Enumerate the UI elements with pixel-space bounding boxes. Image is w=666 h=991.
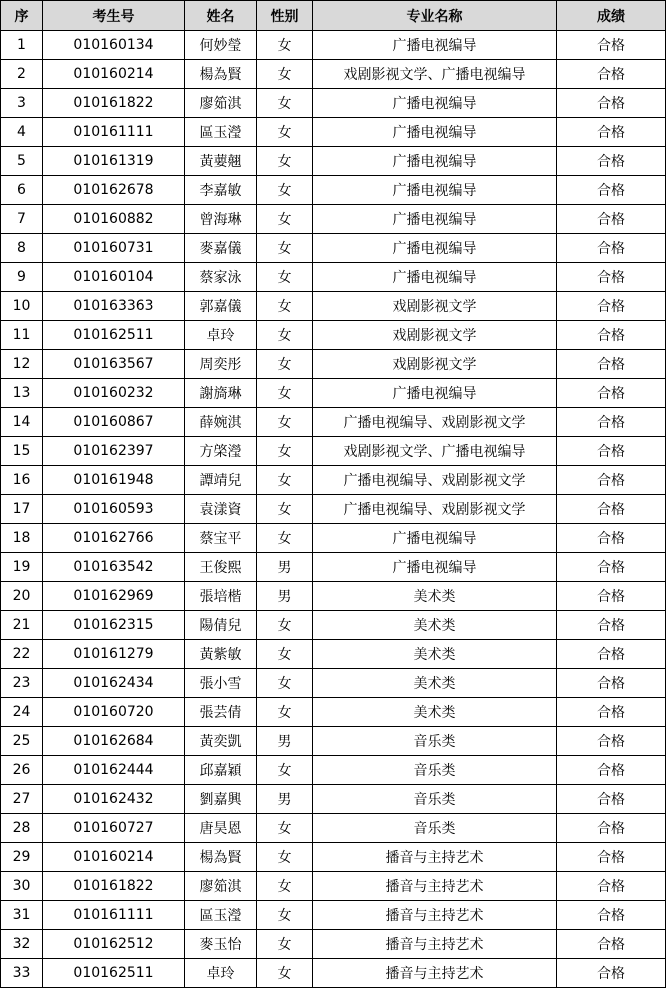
cell-name: 唐昊恩 xyxy=(185,814,257,843)
cell-exam-no: 010160104 xyxy=(43,263,185,292)
cell-exam-no: 010163567 xyxy=(43,350,185,379)
cell-gender: 女 xyxy=(257,205,313,234)
table-row xyxy=(1,582,666,611)
cell-gender: 女 xyxy=(257,89,313,118)
cell-name: 廖筎淇 xyxy=(185,89,257,118)
cell-seq: 30 xyxy=(1,872,43,901)
cell-major: 音乐类 xyxy=(313,727,557,756)
cell-gender: 女 xyxy=(257,118,313,147)
cell-gender: 女 xyxy=(257,814,313,843)
cell-seq: 7 xyxy=(1,205,43,234)
cell-seq: 22 xyxy=(1,640,43,669)
table-row xyxy=(1,669,666,698)
cell-exam-no: 010163363 xyxy=(43,292,185,321)
table-row xyxy=(1,60,666,89)
cell-name: 楊為賢 xyxy=(185,843,257,872)
table-row xyxy=(1,147,666,176)
cell-result: 合格 xyxy=(557,930,666,959)
header-gender: 性别 xyxy=(257,1,313,31)
cell-seq: 20 xyxy=(1,582,43,611)
cell-gender: 女 xyxy=(257,408,313,437)
cell-gender: 女 xyxy=(257,959,313,988)
cell-major: 美术类 xyxy=(313,611,557,640)
cell-name: 陽倩兒 xyxy=(185,611,257,640)
cell-name: 張培楷 xyxy=(185,582,257,611)
cell-gender: 女 xyxy=(257,843,313,872)
cell-exam-no: 010162678 xyxy=(43,176,185,205)
table-row xyxy=(1,756,666,785)
cell-major: 广播电视编导 xyxy=(313,176,557,205)
cell-name: 卓玲 xyxy=(185,959,257,988)
cell-gender: 女 xyxy=(257,669,313,698)
cell-gender: 女 xyxy=(257,31,313,60)
cell-exam-no: 010160727 xyxy=(43,814,185,843)
cell-exam-no: 010161822 xyxy=(43,89,185,118)
cell-result: 合格 xyxy=(557,872,666,901)
cell-major: 播音与主持艺术 xyxy=(313,930,557,959)
cell-exam-no: 010160867 xyxy=(43,408,185,437)
cell-name: 麥嘉儀 xyxy=(185,234,257,263)
cell-major: 广播电视编导、戏剧影视文学 xyxy=(313,495,557,524)
cell-seq: 12 xyxy=(1,350,43,379)
cell-exam-no: 010160214 xyxy=(43,60,185,89)
cell-gender: 女 xyxy=(257,698,313,727)
cell-exam-no: 010161948 xyxy=(43,466,185,495)
cell-result: 合格 xyxy=(557,785,666,814)
cell-name: 周奕彤 xyxy=(185,350,257,379)
cell-seq: 18 xyxy=(1,524,43,553)
cell-seq: 33 xyxy=(1,959,43,988)
cell-name: 郭嘉儀 xyxy=(185,292,257,321)
cell-seq: 16 xyxy=(1,466,43,495)
cell-major: 播音与主持艺术 xyxy=(313,843,557,872)
header-name: 姓名 xyxy=(185,1,257,31)
cell-name: 蔡家泳 xyxy=(185,263,257,292)
header-major: 专业名称 xyxy=(313,1,557,31)
cell-seq: 4 xyxy=(1,118,43,147)
cell-result: 合格 xyxy=(557,466,666,495)
cell-result: 合格 xyxy=(557,959,666,988)
cell-gender: 男 xyxy=(257,727,313,756)
cell-name: 薛婉淇 xyxy=(185,408,257,437)
cell-exam-no: 010162969 xyxy=(43,582,185,611)
table-row xyxy=(1,437,666,466)
cell-major: 播音与主持艺术 xyxy=(313,959,557,988)
cell-exam-no: 010161822 xyxy=(43,872,185,901)
cell-exam-no: 010160882 xyxy=(43,205,185,234)
table-row xyxy=(1,785,666,814)
table-row xyxy=(1,698,666,727)
cell-major: 广播电视编导 xyxy=(313,263,557,292)
cell-name: 劉嘉興 xyxy=(185,785,257,814)
cell-major: 播音与主持艺术 xyxy=(313,872,557,901)
table-row xyxy=(1,524,666,553)
cell-gender: 女 xyxy=(257,756,313,785)
table-row xyxy=(1,234,666,263)
cell-name: 麥玉怡 xyxy=(185,930,257,959)
cell-major: 戏剧影视文学 xyxy=(313,350,557,379)
cell-name: 楊為賢 xyxy=(185,60,257,89)
cell-name: 黃紫敏 xyxy=(185,640,257,669)
cell-name: 蔡宝平 xyxy=(185,524,257,553)
cell-name: 王俊熙 xyxy=(185,553,257,582)
cell-seq: 29 xyxy=(1,843,43,872)
cell-result: 合格 xyxy=(557,60,666,89)
header-exam-no: 考生号 xyxy=(43,1,185,31)
cell-major: 音乐类 xyxy=(313,756,557,785)
cell-major: 播音与主持艺术 xyxy=(313,901,557,930)
cell-exam-no: 010162434 xyxy=(43,669,185,698)
table-row xyxy=(1,350,666,379)
cell-major: 美术类 xyxy=(313,640,557,669)
cell-major: 戏剧影视文学 xyxy=(313,321,557,350)
cell-result: 合格 xyxy=(557,321,666,350)
cell-gender: 女 xyxy=(257,611,313,640)
cell-exam-no: 010160214 xyxy=(43,843,185,872)
cell-seq: 32 xyxy=(1,930,43,959)
header-result: 成绩 xyxy=(557,1,666,31)
cell-exam-no: 010162315 xyxy=(43,611,185,640)
cell-major: 美术类 xyxy=(313,698,557,727)
table-row xyxy=(1,263,666,292)
cell-result: 合格 xyxy=(557,553,666,582)
cell-seq: 5 xyxy=(1,147,43,176)
cell-exam-no: 010162766 xyxy=(43,524,185,553)
cell-major: 广播电视编导 xyxy=(313,205,557,234)
cell-exam-no: 010162511 xyxy=(43,321,185,350)
cell-exam-no: 010162512 xyxy=(43,930,185,959)
cell-gender: 女 xyxy=(257,350,313,379)
cell-gender: 女 xyxy=(257,872,313,901)
table-row xyxy=(1,292,666,321)
cell-name: 區玉瀅 xyxy=(185,901,257,930)
cell-major: 美术类 xyxy=(313,669,557,698)
cell-result: 合格 xyxy=(557,350,666,379)
cell-gender: 女 xyxy=(257,176,313,205)
cell-seq: 17 xyxy=(1,495,43,524)
cell-seq: 23 xyxy=(1,669,43,698)
cell-exam-no: 010163542 xyxy=(43,553,185,582)
cell-seq: 15 xyxy=(1,437,43,466)
table-row xyxy=(1,901,666,930)
cell-exam-no: 010161319 xyxy=(43,147,185,176)
cell-name: 卓玲 xyxy=(185,321,257,350)
cell-seq: 25 xyxy=(1,727,43,756)
cell-name: 何妙瑩 xyxy=(185,31,257,60)
table-row xyxy=(1,727,666,756)
cell-seq: 28 xyxy=(1,814,43,843)
table-row xyxy=(1,553,666,582)
table-row xyxy=(1,118,666,147)
cell-major: 广播电视编导 xyxy=(313,118,557,147)
cell-result: 合格 xyxy=(557,292,666,321)
cell-name: 黃奕凱 xyxy=(185,727,257,756)
cell-seq: 11 xyxy=(1,321,43,350)
cell-gender: 女 xyxy=(257,901,313,930)
cell-result: 合格 xyxy=(557,727,666,756)
cell-result: 合格 xyxy=(557,176,666,205)
cell-major: 广播电视编导、戏剧影视文学 xyxy=(313,408,557,437)
cell-gender: 女 xyxy=(257,60,313,89)
cell-result: 合格 xyxy=(557,263,666,292)
cell-exam-no: 010162684 xyxy=(43,727,185,756)
cell-major: 广播电视编导 xyxy=(313,524,557,553)
cell-seq: 10 xyxy=(1,292,43,321)
cell-result: 合格 xyxy=(557,814,666,843)
cell-major: 音乐类 xyxy=(313,785,557,814)
cell-gender: 女 xyxy=(257,379,313,408)
cell-name: 方棨瀅 xyxy=(185,437,257,466)
table-row xyxy=(1,640,666,669)
cell-result: 合格 xyxy=(557,234,666,263)
cell-name: 區玉瀅 xyxy=(185,118,257,147)
cell-seq: 13 xyxy=(1,379,43,408)
table-row xyxy=(1,379,666,408)
cell-name: 李嘉敏 xyxy=(185,176,257,205)
cell-gender: 男 xyxy=(257,553,313,582)
cell-exam-no: 010162397 xyxy=(43,437,185,466)
cell-exam-no: 010161111 xyxy=(43,118,185,147)
cell-name: 廖筎淇 xyxy=(185,872,257,901)
cell-result: 合格 xyxy=(557,756,666,785)
cell-seq: 27 xyxy=(1,785,43,814)
cell-seq: 26 xyxy=(1,756,43,785)
cell-seq: 24 xyxy=(1,698,43,727)
cell-major: 音乐类 xyxy=(313,814,557,843)
header-seq: 序 xyxy=(1,1,43,31)
table-row xyxy=(1,872,666,901)
table-row xyxy=(1,495,666,524)
cell-major: 广播电视编导 xyxy=(313,89,557,118)
cell-result: 合格 xyxy=(557,495,666,524)
cell-gender: 女 xyxy=(257,640,313,669)
cell-result: 合格 xyxy=(557,640,666,669)
table-row xyxy=(1,205,666,234)
cell-seq: 31 xyxy=(1,901,43,930)
cell-result: 合格 xyxy=(557,611,666,640)
cell-exam-no: 010160720 xyxy=(43,698,185,727)
cell-result: 合格 xyxy=(557,524,666,553)
cell-seq: 6 xyxy=(1,176,43,205)
table-row xyxy=(1,466,666,495)
cell-exam-no: 010160593 xyxy=(43,495,185,524)
cell-major: 广播电视编导 xyxy=(313,379,557,408)
cell-result: 合格 xyxy=(557,582,666,611)
cell-exam-no: 010161111 xyxy=(43,901,185,930)
cell-name: 張小雪 xyxy=(185,669,257,698)
table-row xyxy=(1,959,666,988)
cell-major: 戏剧影视文学、广播电视编导 xyxy=(313,437,557,466)
table-body xyxy=(1,31,666,988)
cell-seq: 8 xyxy=(1,234,43,263)
table-row xyxy=(1,930,666,959)
header-row xyxy=(1,1,666,31)
cell-result: 合格 xyxy=(557,205,666,234)
cell-result: 合格 xyxy=(557,89,666,118)
cell-exam-no: 010162444 xyxy=(43,756,185,785)
table-row xyxy=(1,814,666,843)
cell-gender: 女 xyxy=(257,263,313,292)
cell-result: 合格 xyxy=(557,31,666,60)
cell-gender: 女 xyxy=(257,524,313,553)
table-row xyxy=(1,408,666,437)
cell-seq: 21 xyxy=(1,611,43,640)
cell-name: 袁漾資 xyxy=(185,495,257,524)
cell-result: 合格 xyxy=(557,843,666,872)
cell-major: 戏剧影视文学 xyxy=(313,292,557,321)
cell-gender: 男 xyxy=(257,582,313,611)
cell-name: 邱嘉穎 xyxy=(185,756,257,785)
cell-seq: 19 xyxy=(1,553,43,582)
cell-result: 合格 xyxy=(557,408,666,437)
cell-major: 广播电视编导 xyxy=(313,147,557,176)
cell-result: 合格 xyxy=(557,698,666,727)
cell-seq: 1 xyxy=(1,31,43,60)
cell-major: 美术类 xyxy=(313,582,557,611)
cell-result: 合格 xyxy=(557,437,666,466)
cell-major: 广播电视编导 xyxy=(313,234,557,263)
table-row xyxy=(1,176,666,205)
cell-result: 合格 xyxy=(557,669,666,698)
cell-major: 戏剧影视文学、广播电视编导 xyxy=(313,60,557,89)
cell-gender: 女 xyxy=(257,321,313,350)
cell-gender: 女 xyxy=(257,930,313,959)
cell-exam-no: 010162511 xyxy=(43,959,185,988)
table-row xyxy=(1,31,666,60)
cell-exam-no: 010161279 xyxy=(43,640,185,669)
cell-seq: 9 xyxy=(1,263,43,292)
cell-exam-no: 010162432 xyxy=(43,785,185,814)
cell-exam-no: 010160731 xyxy=(43,234,185,263)
table-row xyxy=(1,843,666,872)
cell-name: 黃葽翹 xyxy=(185,147,257,176)
cell-gender: 女 xyxy=(257,466,313,495)
cell-gender: 女 xyxy=(257,495,313,524)
cell-seq: 14 xyxy=(1,408,43,437)
cell-name: 曾海琳 xyxy=(185,205,257,234)
cell-seq: 3 xyxy=(1,89,43,118)
cell-seq: 2 xyxy=(1,60,43,89)
cell-result: 合格 xyxy=(557,901,666,930)
cell-name: 譚靖兒 xyxy=(185,466,257,495)
table-row xyxy=(1,89,666,118)
cell-gender: 男 xyxy=(257,785,313,814)
cell-name: 謝旖琳 xyxy=(185,379,257,408)
cell-name: 張芸倩 xyxy=(185,698,257,727)
table-row xyxy=(1,611,666,640)
cell-result: 合格 xyxy=(557,147,666,176)
cell-result: 合格 xyxy=(557,379,666,408)
cell-gender: 女 xyxy=(257,437,313,466)
cell-gender: 女 xyxy=(257,147,313,176)
cell-exam-no: 010160134 xyxy=(43,31,185,60)
cell-gender: 女 xyxy=(257,292,313,321)
cell-gender: 女 xyxy=(257,234,313,263)
cell-exam-no: 010160232 xyxy=(43,379,185,408)
cell-major: 广播电视编导、戏剧影视文学 xyxy=(313,466,557,495)
table-row xyxy=(1,321,666,350)
cell-major: 广播电视编导 xyxy=(313,31,557,60)
cell-major: 广播电视编导 xyxy=(313,553,557,582)
cell-result: 合格 xyxy=(557,118,666,147)
